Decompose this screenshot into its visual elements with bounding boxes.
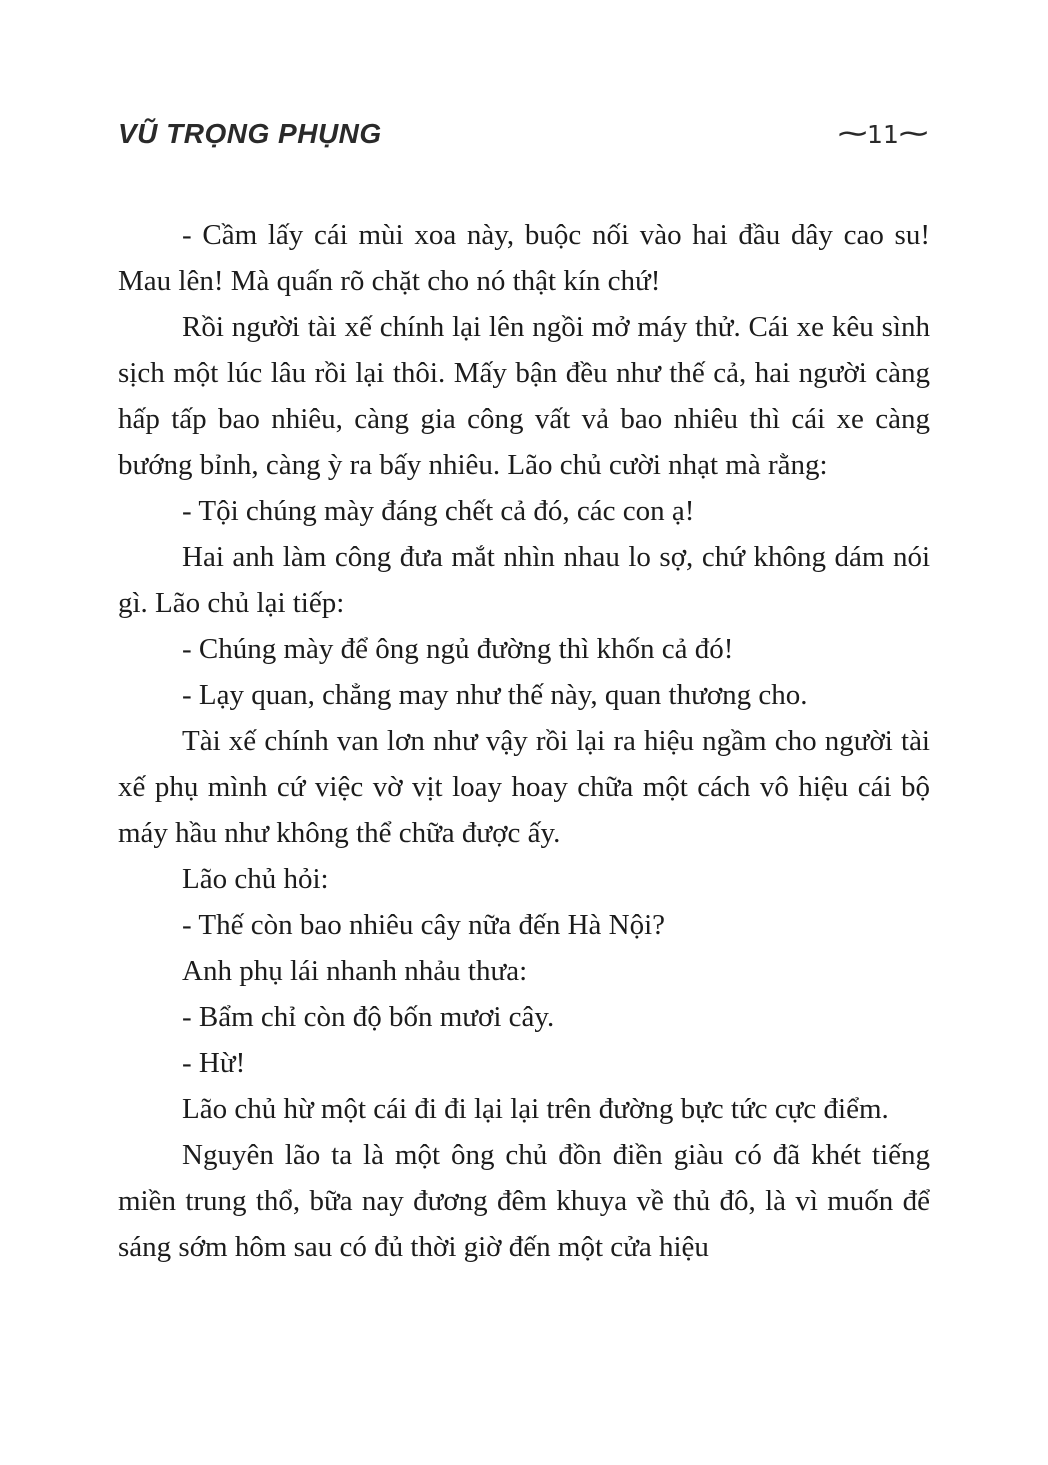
page-number <box>834 116 932 151</box>
paragraph: - Cầm lấy cái mùi xoa này, buộc nối vào hai đầu dây cao su! Mau lên! Mà quấn rõ chặt cho nó thật kín chứ! <box>118 219 930 297</box>
paragraph: Hai anh làm công đưa mắt nhìn nhau lo sợ, chứ không dám nói gì. Lão chủ lại tiếp: <box>118 541 930 619</box>
paragraph: - Tội chúng mày đáng chết cả đó, các con ạ! <box>182 495 695 527</box>
paragraph: - Hừ! <box>182 1047 246 1079</box>
paragraph: Nguyên lão ta là một ông chủ đồn điền giàu có đã khét tiếng miền trung thổ, bữa nay đương đêm khuya về thủ đô, là vì muốn để sáng sớm hôm sau có đủ thời giờ đến một cửa hiệu <box>118 1139 930 1263</box>
ornament-swash-right-icon: ∼ <box>895 116 932 151</box>
paragraph: Rồi người tài xế chính lại lên ngồi mở máy thử. Cái xe kêu sình sịch một lúc lâu rồi lại thôi. Mấy bận đều như thế cả, hai người càng hấp tấp bao nhiêu, càng gia công vất vả bao nhiêu thì cái xe càng bướng bỉnh, càng ỳ ra bấy nhiêu. Lão chủ cười nhạt mà rằng: <box>118 311 930 481</box>
page-header <box>118 118 930 150</box>
author-running-head: VŨ TRỌNG PHỤNG <box>118 118 382 149</box>
body-text <box>118 212 930 1270</box>
paragraph: Anh phụ lái nhanh nhảu thưa: <box>182 955 528 987</box>
paragraph: - Chúng mày để ông ngủ đường thì khốn cả đó! <box>182 633 734 665</box>
paragraph: - Thế còn bao nhiêu cây nữa đến Hà Nội? <box>182 909 666 941</box>
paragraph: - Lạy quan, chẳng may như thế này, quan thương cho. <box>182 679 808 711</box>
paragraph: Lão chủ hừ một cái đi đi lại lại trên đường bực tức cực điểm. <box>182 1093 889 1125</box>
ornament-swash-left-icon: ∼ <box>834 116 871 151</box>
paragraph: Lão chủ hỏi: <box>182 863 329 895</box>
page-number-value: 11 <box>867 119 899 149</box>
paragraph: - Bẩm chỉ còn độ bốn mươi cây. <box>182 1001 555 1033</box>
paragraph: Tài xế chính van lơn như vậy rồi lại ra hiệu ngầm cho người tài xế phụ mình cứ việc vờ vịt loay hoay chữa một cách vô hiệu cái bộ máy hầu như không thể chữa được ấy. <box>118 725 930 849</box>
